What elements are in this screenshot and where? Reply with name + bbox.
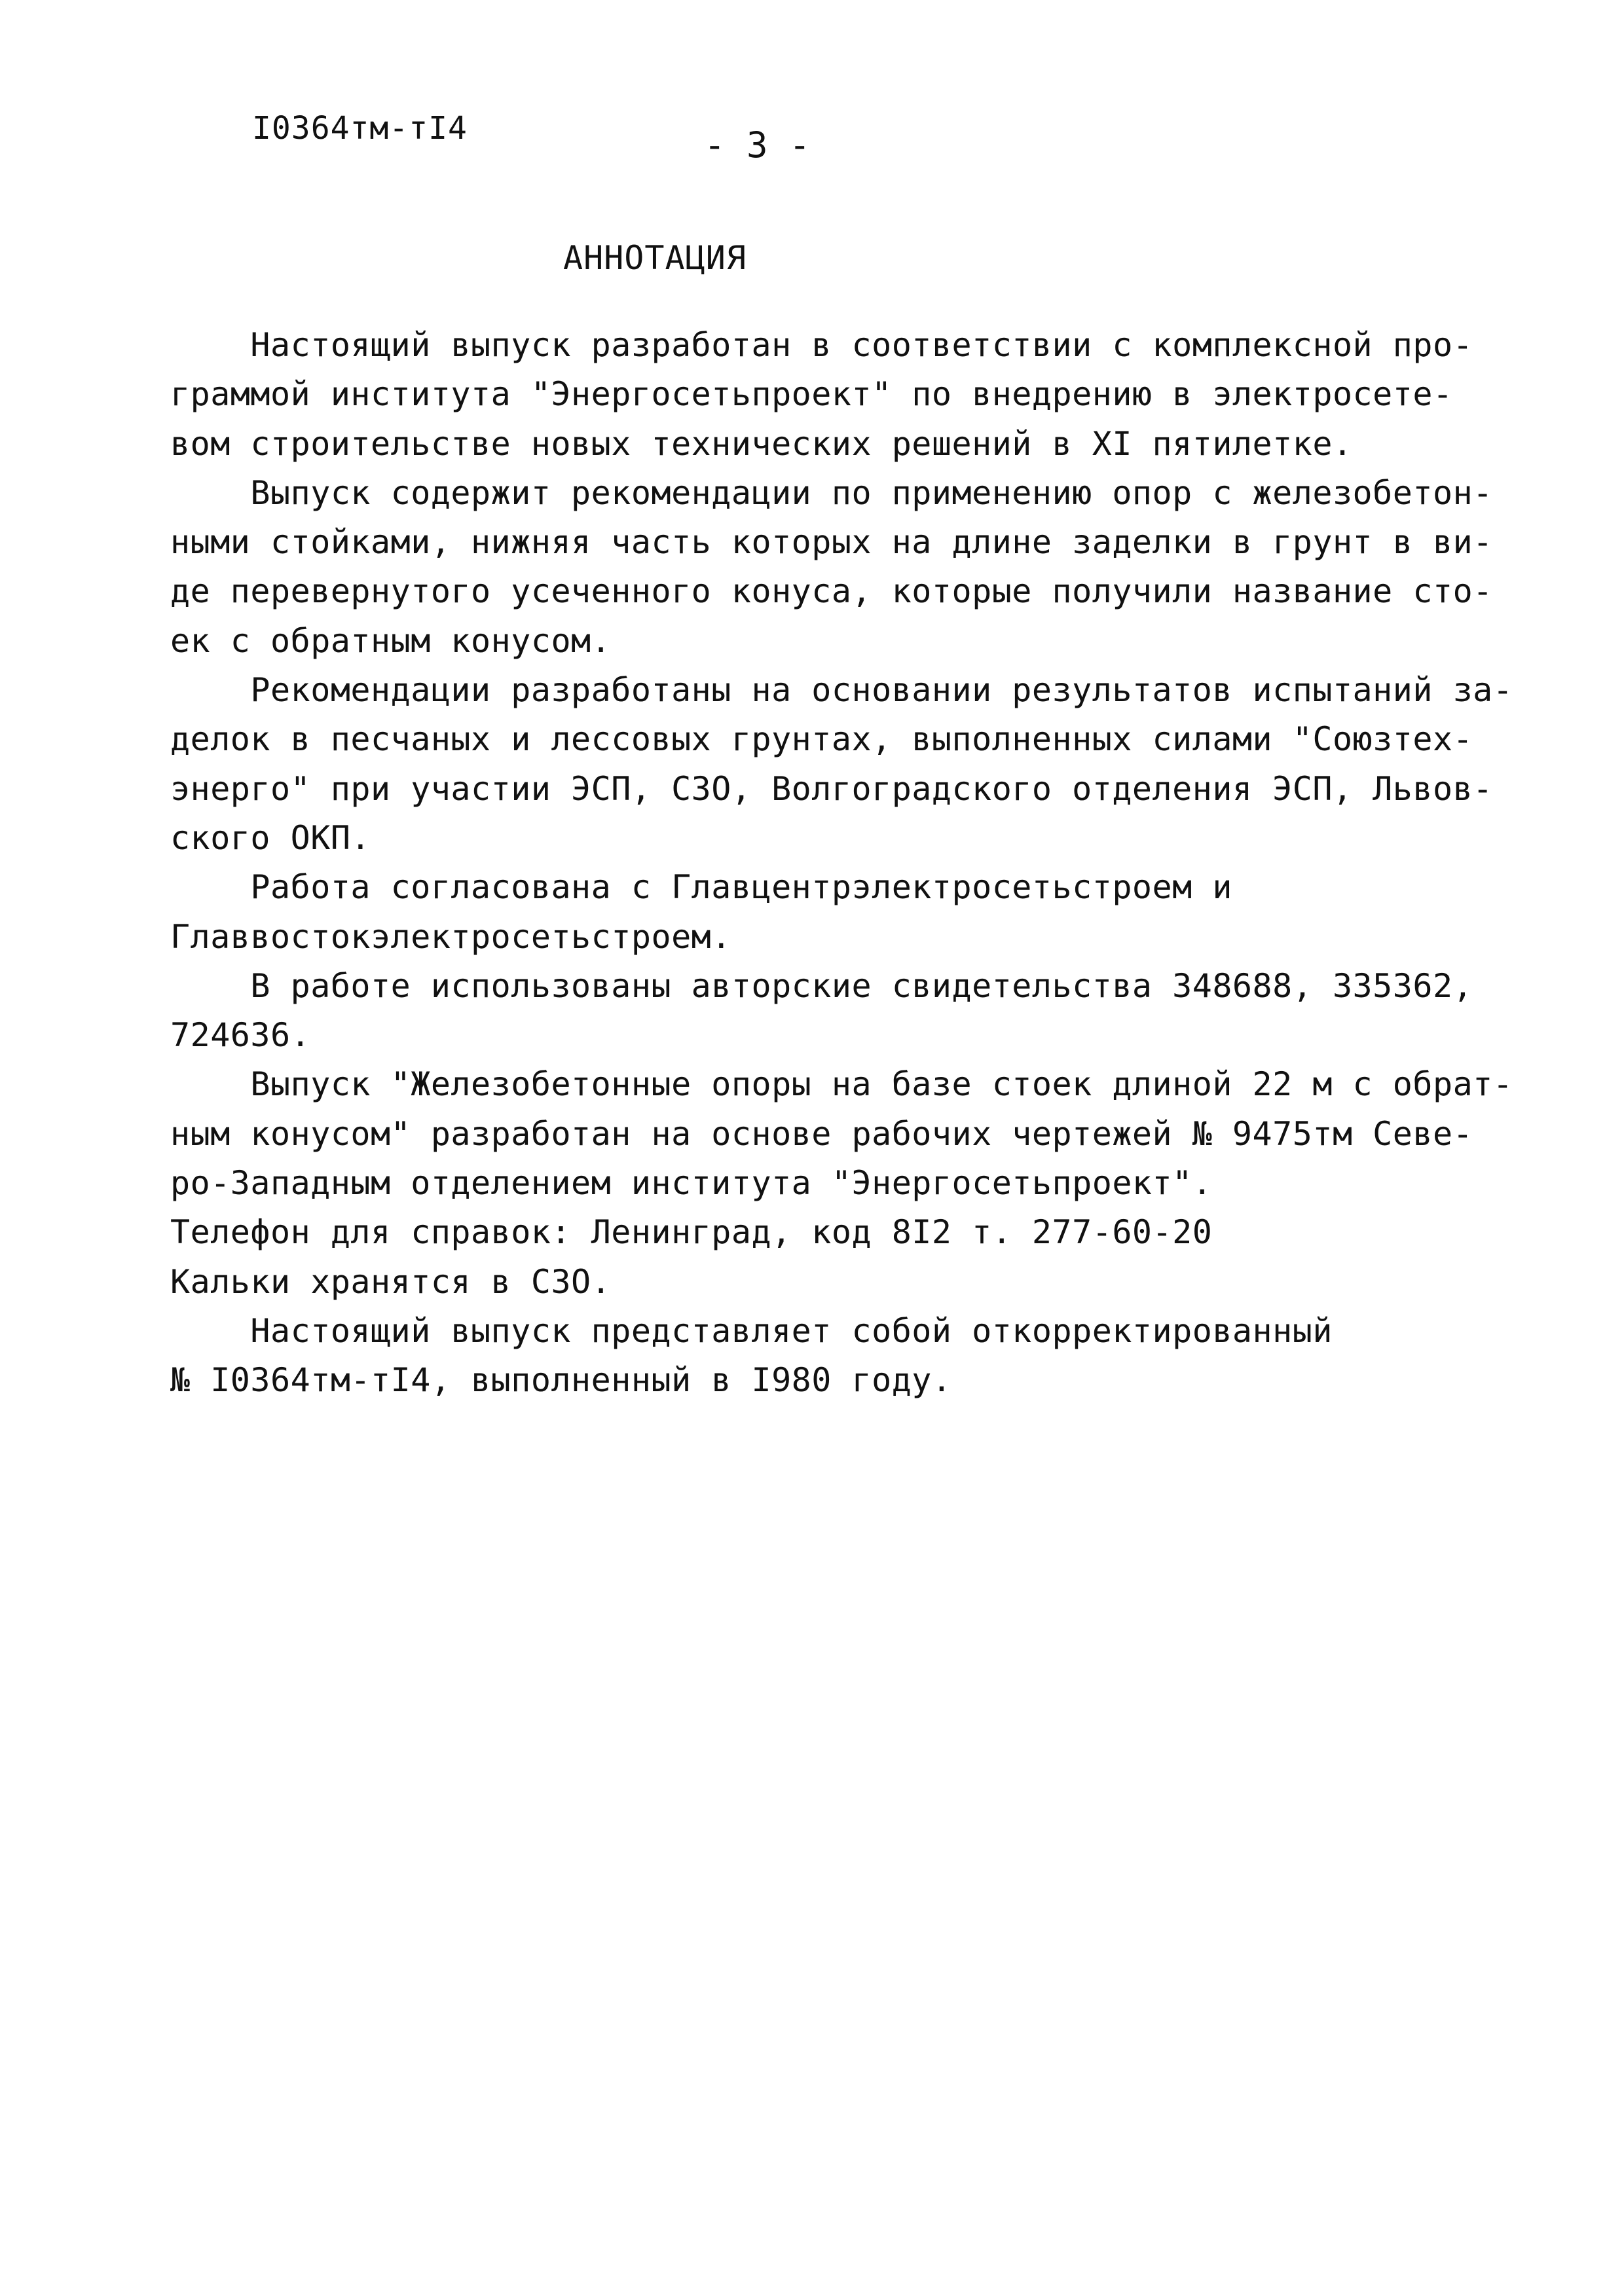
text-line: № I0364тм-тI4, выполненный в I980 году. <box>170 1361 952 1400</box>
text-line: Выпуск содержит рекомендации по применению опор с железобетон- <box>170 473 1493 512</box>
text-line: 724636. <box>170 1016 311 1055</box>
text-line: Настоящий выпуск разработан в соответствии с комплексной про- <box>170 326 1473 364</box>
text-line: Телефон для справок: Ленинград, код 8I2 т. 277-60-20 <box>170 1213 1213 1252</box>
text-line: делок в песчаных и лессовых грунтах, выполненных силами "Союзтех- <box>170 720 1473 759</box>
text-line: Главвостокэлектросетьстроем. <box>170 917 731 956</box>
text-line: вом строительстве новых технических решений в XI пятилетке. <box>170 424 1353 463</box>
text-line: Настоящий выпуск представляет собой откорректированный <box>170 1311 1333 1350</box>
text-line: Выпуск "Железобетонные опоры на базе стоек длиной 22 м с обрат- <box>170 1065 1513 1104</box>
text-line: Кальки хранятся в СЗО. <box>170 1262 612 1301</box>
annotation-body <box>170 321 1513 1406</box>
text-line: ского ОКП. <box>170 818 371 857</box>
text-line: Работа согласована с Главцентрэлектросетьстроем и <box>170 868 1232 907</box>
text-line: ро-Западным отделением института "Энергосетьпроект". <box>170 1164 1213 1203</box>
text-line: энерго" при участии ЭСП, СЗО, Волгоградского отделения ЭСП, Львов- <box>170 769 1493 808</box>
text-line: ек с обратным конусом. <box>170 621 612 660</box>
page-number: - 3 - <box>704 124 811 166</box>
document-code: I0364тм-тI4 <box>252 110 468 147</box>
text-line: В работе использованы авторские свидетельства 348688, 335362, <box>170 966 1473 1005</box>
text-line: ными стойками, нижняя часть которых на длине заделки в грунт в ви- <box>170 523 1493 562</box>
text-line: Рекомендации разработаны на основании результатов испытаний за- <box>170 671 1513 710</box>
page-title: АННОТАЦИЯ <box>563 239 747 277</box>
text-line: граммой института "Энергосетьпроект" по внедрению в электросете- <box>170 375 1453 414</box>
text-line: ным конусом" разработан на основе рабочих чертежей № 9475тм Севе- <box>170 1114 1473 1153</box>
text-line: де перевернутого усеченного конуса, которые получили название сто- <box>170 572 1493 611</box>
